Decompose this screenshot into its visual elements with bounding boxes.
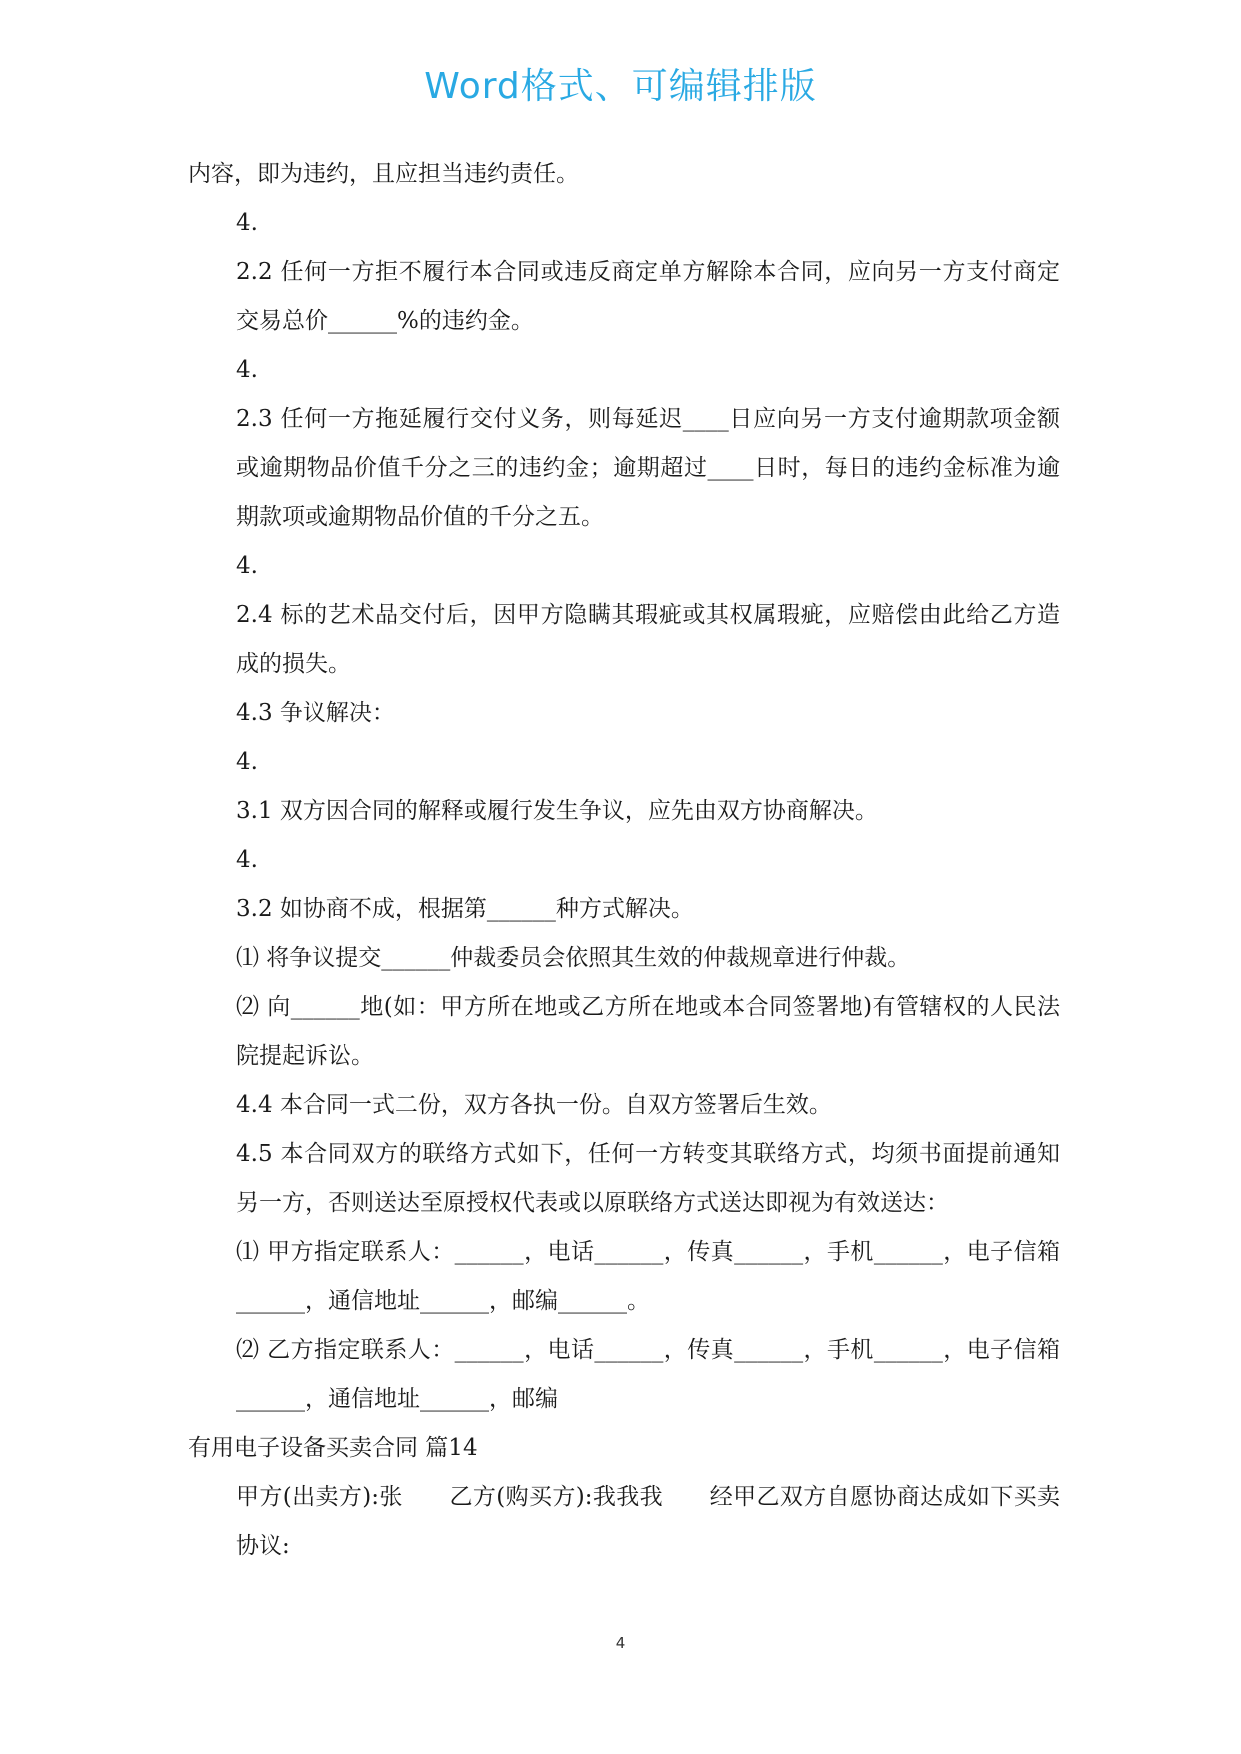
- paragraph: 3.2 如协商不成，根据第______种方式解决。: [236, 896, 694, 922]
- page-number: 4: [615, 1634, 626, 1652]
- paragraph: 4.4 本合同一式二份，双方各执一份。自双方签署后生效。: [236, 1092, 832, 1118]
- paragraph: 4.: [236, 357, 258, 383]
- paragraph: ⑵ 乙方指定联系人：______，电话______，传真______，手机______，电子信箱______，通信地址______，邮编: [236, 1337, 1060, 1412]
- paragraph: 2.3 任何一方拖延履行交付义务，则每延迟____日应向另一方支付逾期款项金额或逾期物品价值千分之三的违约金；逾期超过____日时，每日的违约金标准为逾期款项或逾期物品价值的千分之五。: [236, 406, 1060, 530]
- paragraph: 内容，即为违约，且应担当违约责任。: [188, 161, 579, 187]
- header-title: Word格式、可编辑排版: [424, 66, 817, 107]
- paragraph: 2.4 标的艺术品交付后，因甲方隐瞒其瑕疵或其权属瑕疵，应赔偿由此给乙方造成的损失。: [236, 602, 1060, 677]
- paragraph: 4.3 争议解决：: [236, 700, 395, 726]
- paragraph: ⑴ 将争议提交______仲裁委员会依照其生效的仲裁规章进行仲裁。: [236, 945, 911, 971]
- paragraph: 4.: [236, 749, 258, 775]
- paragraph: ⑴ 甲方指定联系人：______，电话______，传真______，手机______，电子信箱______，通信地址______，邮编______。: [236, 1239, 1060, 1314]
- paragraph: 甲方(出卖方):张 乙方(购买方):我我我 经甲乙双方自愿协商达成如下买卖协议:: [236, 1484, 1060, 1559]
- document-body: [188, 150, 1060, 1571]
- paragraph: 4.: [236, 847, 258, 873]
- paragraph: 3.1 双方因合同的解释或履行发生争议，应先由双方协商解决。: [236, 798, 878, 824]
- paragraph: 2.2 任何一方拒不履行本合同或违反商定单方解除本合同，应向另一方支付商定交易总价______%的违约金。: [236, 259, 1060, 334]
- paragraph: 4.5 本合同双方的联络方式如下，任何一方转变其联络方式，均须书面提前通知另一方，否则送达至原授权代表或以原联络方式送达即视为有效送达：: [236, 1141, 1060, 1216]
- section-heading: 有用电子设备买卖合同 篇14: [188, 1435, 478, 1461]
- paragraph: 4.: [236, 553, 258, 579]
- paragraph: ⑵ 向______地(如：甲方所在地或乙方所在地或本合同签署地)有管辖权的人民法院提起诉讼。: [236, 994, 1060, 1069]
- paragraph: 4.: [236, 210, 258, 236]
